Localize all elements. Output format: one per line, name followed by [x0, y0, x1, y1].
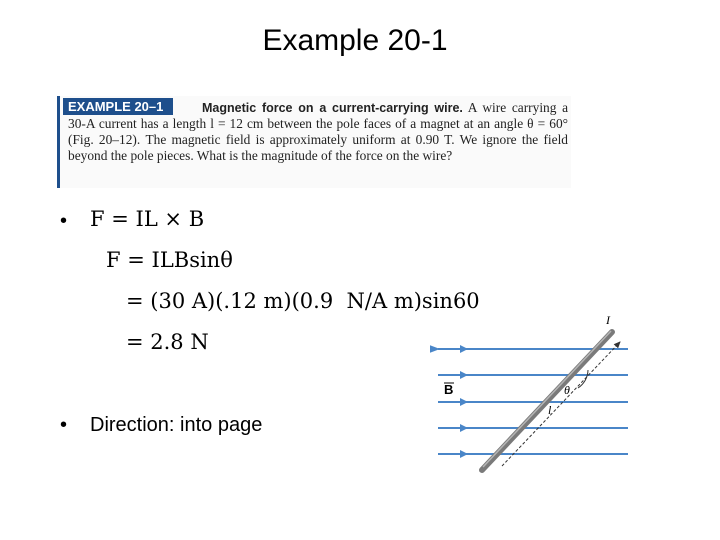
angle-label: θ	[564, 383, 570, 397]
field-arrow-head	[460, 398, 468, 406]
equation-force-scalar: F = ILBsinθ	[106, 248, 233, 272]
field-arrow-head	[460, 345, 468, 353]
angle-arc	[578, 370, 588, 388]
direction-text: Direction: into page	[90, 414, 263, 436]
example-body: A wire carrying a 30-A current has a length l = 12 cm between the pole faces of a magnet at an angle θ = 60° (Fig. 20–12). The magnetic field is approximately uniform at 0.90 T. We ignore the field beyond the pole pieces. What is the magnitude of the force on the wire?	[68, 100, 569, 163]
length-dimension	[502, 342, 620, 466]
example-heading: Magnetic force on a current-carrying wire.	[202, 101, 463, 115]
example-box	[57, 96, 571, 188]
current-label: I	[606, 313, 610, 327]
field-arrow-head	[460, 450, 468, 458]
bullet: •	[60, 210, 68, 232]
field-arrow-head	[460, 424, 468, 432]
equation-force-vector: F = IL × B	[90, 207, 205, 231]
field-label: B	[444, 382, 454, 397]
field-arrow-head	[460, 371, 468, 379]
equation-result: = 2.8 N	[126, 330, 209, 354]
wire-highlight	[483, 331, 611, 467]
bullet: •	[60, 414, 68, 436]
length-label: l	[548, 403, 552, 417]
example-tag: EXAMPLE 20–1	[63, 98, 173, 115]
equation-substitution: = (30 A)(.12 m)(0.9 N/A m)sin60	[126, 289, 480, 313]
slide-title: Example 20-1	[262, 24, 448, 57]
wire-field-figure	[430, 310, 640, 480]
